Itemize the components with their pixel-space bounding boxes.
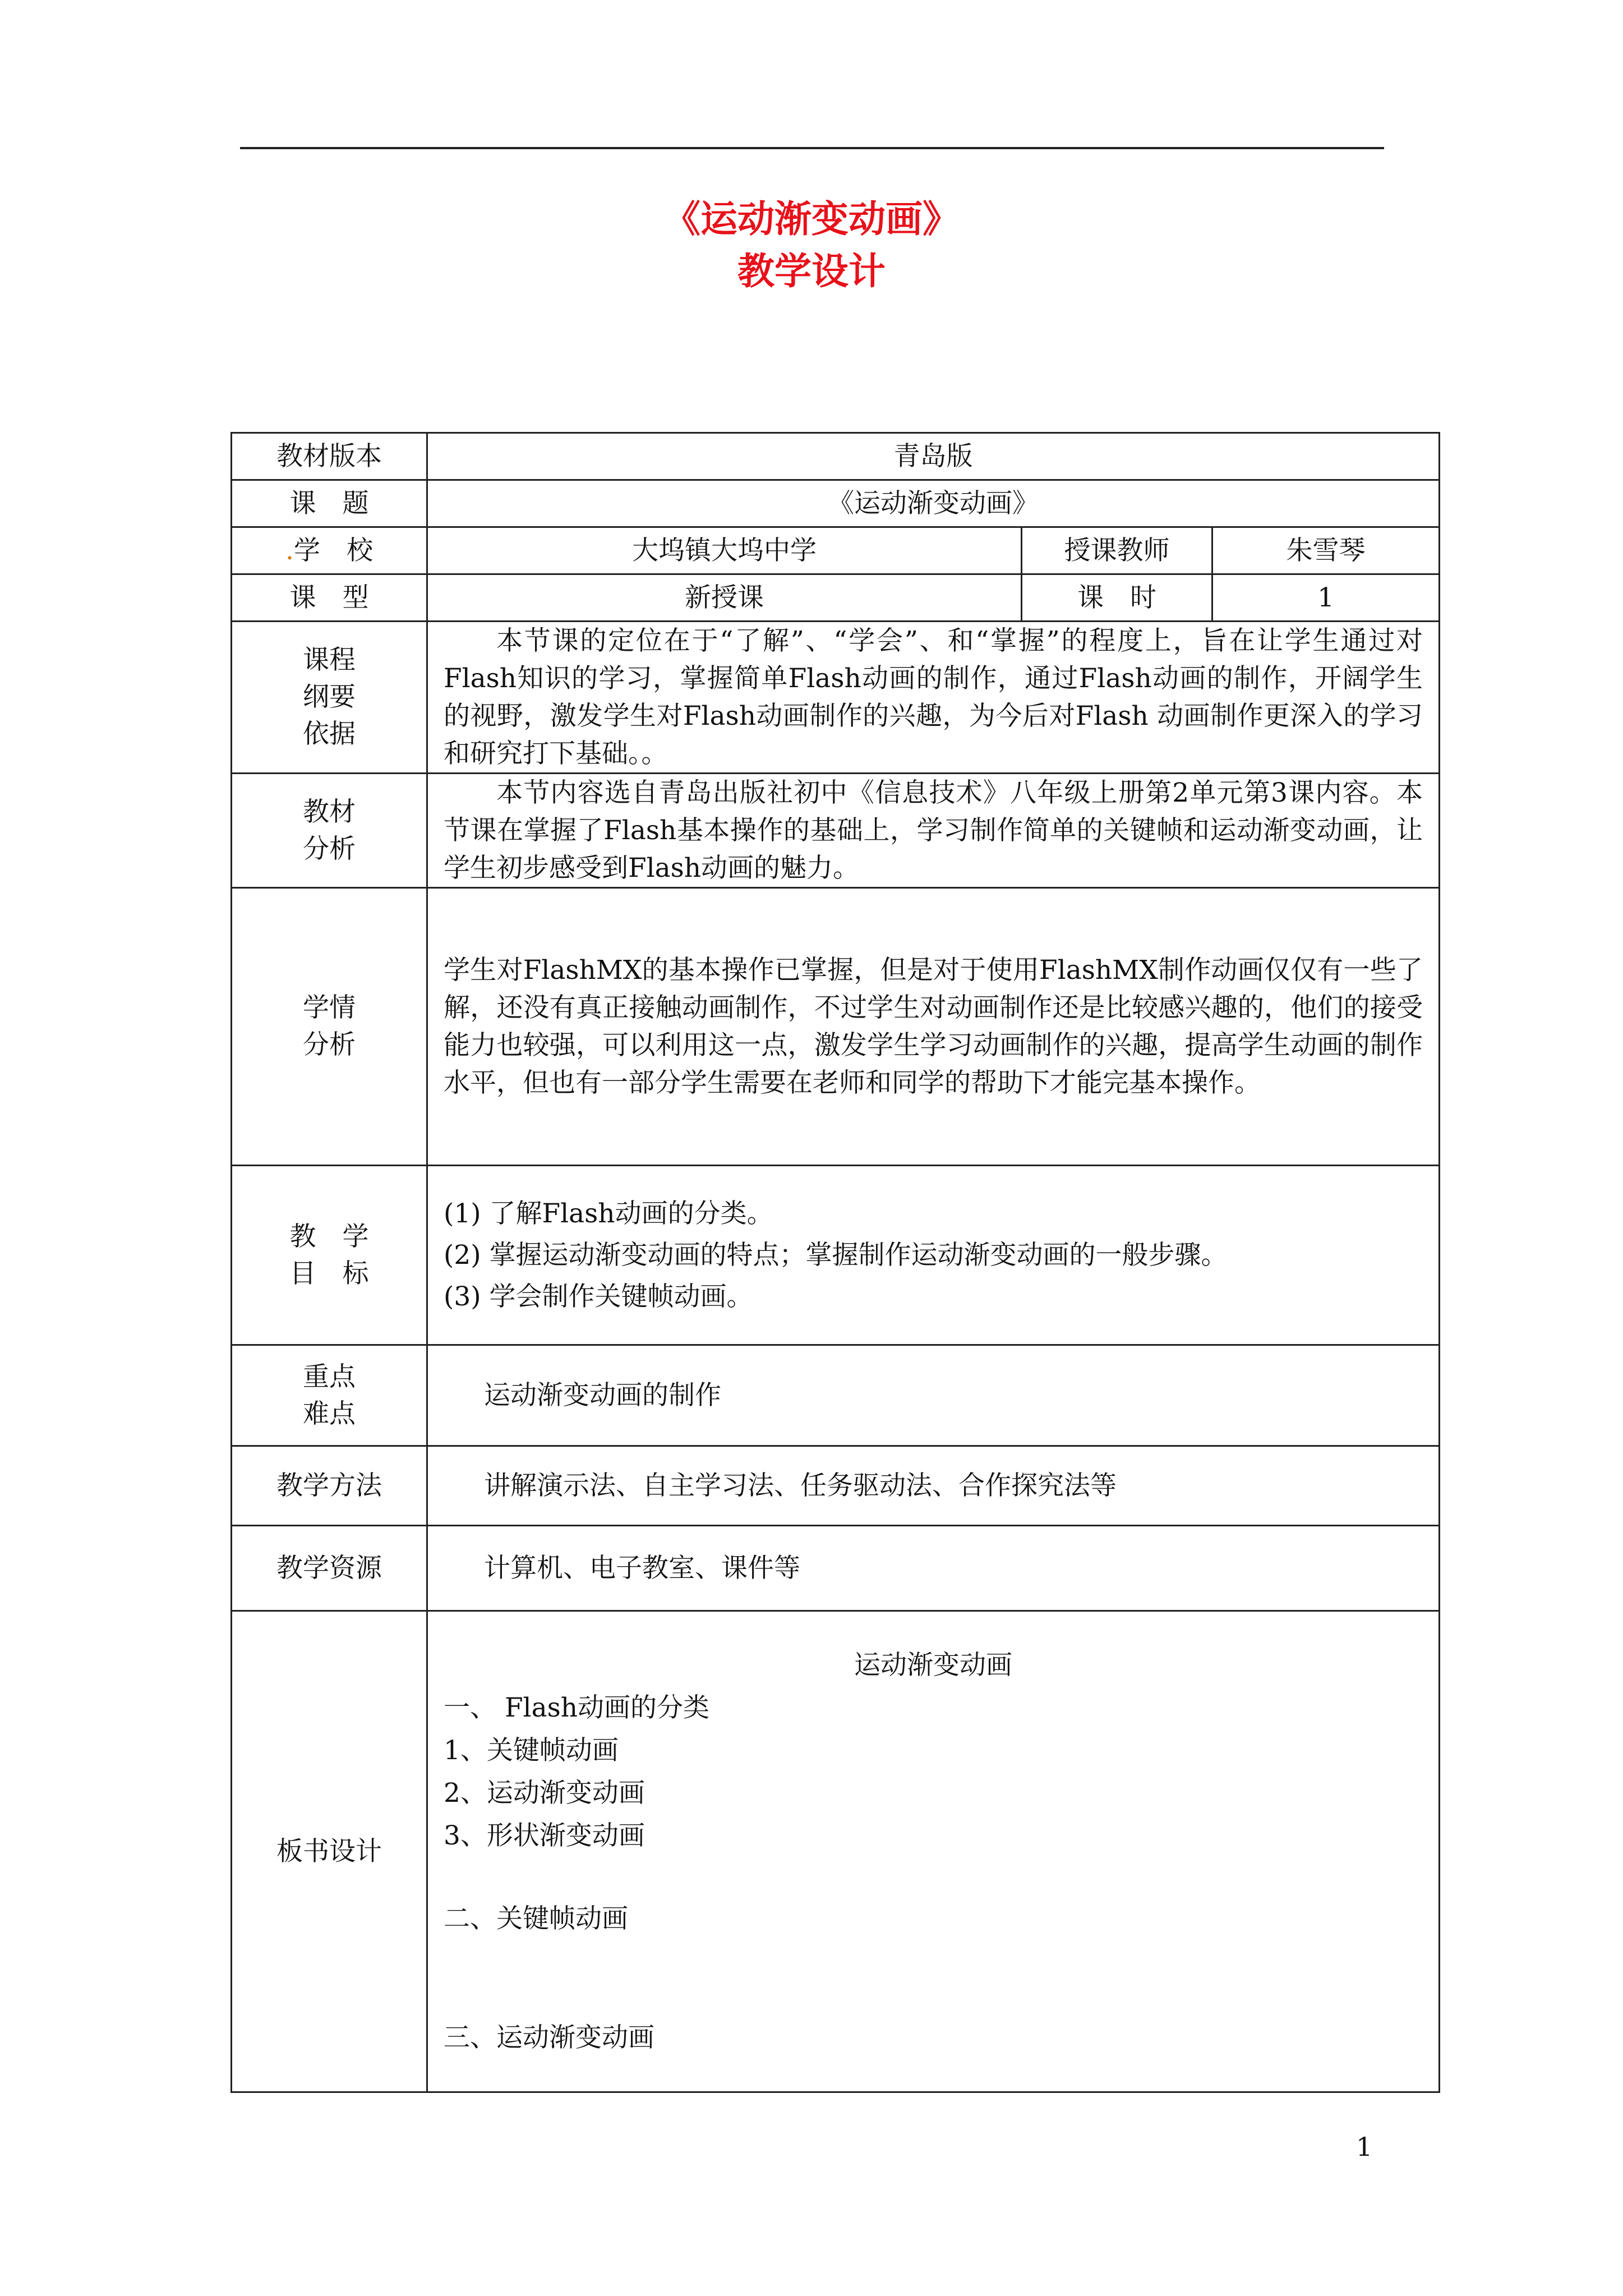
spacer xyxy=(444,1857,1423,1898)
material-text: 本节内容选自青岛出版社初中《信息技术》八年级上册第2单元第3课内容。本节课在掌握了Flash基本操作的基础上，学习制作简单的关键帧和运动渐变动画，让学生初步感受到Flash动画的魅力。 xyxy=(427,774,1440,888)
board-line: 3、形状渐变动画 xyxy=(444,1820,645,1851)
goal-item: (1) 了解Flash动画的分类。 xyxy=(444,1198,773,1229)
type-row xyxy=(232,574,1440,622)
hours-value: 1 xyxy=(1212,574,1440,622)
board-line: 一、 Flash动画的分类 xyxy=(444,1692,709,1723)
header-rule xyxy=(240,147,1384,149)
board-title: 运动渐变动画 xyxy=(854,1649,1013,1681)
topic-label: 课 题 xyxy=(232,480,427,527)
basis-row xyxy=(232,622,1440,774)
students-row xyxy=(232,888,1440,1166)
edition-value: 青岛版 xyxy=(427,433,1440,480)
board-line: 二、关键帧动画 xyxy=(444,1903,628,1934)
material-label-line: 教材 xyxy=(303,796,356,827)
method-value: 讲解演示法、自主学习法、任务驱动法、合作探究法等 xyxy=(427,1446,1440,1526)
basis-label-line: 纲要 xyxy=(303,682,356,712)
board-label: 板书设计 xyxy=(232,1611,427,2092)
key-label xyxy=(232,1345,427,1446)
lesson-plan-table xyxy=(230,432,1440,2093)
goals-label xyxy=(232,1166,427,1345)
material-label xyxy=(232,774,427,888)
goals-label-line: 教 学 xyxy=(289,1221,369,1252)
students-label-line: 学情 xyxy=(303,992,356,1023)
goal-item: (2) 掌握运动渐变动画的特点；掌握制作运动渐变动画的一般步骤。 xyxy=(444,1239,1228,1271)
goals-list xyxy=(427,1166,1440,1345)
topic-row xyxy=(232,480,1440,527)
school-row xyxy=(232,527,1440,574)
teacher-label: 授课教师 xyxy=(1022,527,1212,574)
method-label: 教学方法 xyxy=(232,1446,427,1526)
teacher-value: 朱雪琴 xyxy=(1212,527,1440,574)
key-label-line: 难点 xyxy=(303,1398,356,1429)
basis-label xyxy=(232,622,427,774)
material-row xyxy=(232,774,1440,888)
key-value: 运动渐变动画的制作 xyxy=(427,1345,1440,1446)
material-label-line: 分析 xyxy=(303,833,356,864)
basis-label-line: 依据 xyxy=(303,719,356,749)
students-text: 学生对FlashMX的基本操作已掌握，但是对于使用FlashMX制作动画仅仅有一些了解，还没有真正接触动画制作，不过学生对动画制作还是比较感兴趣的，他们的接受能力也较强，可以利用这一点，激发学生学习动画制作的兴趣，提高学生动画的制作水平，但也有一部分学生需要在老师和同学的帮助下才能完基本操作。 xyxy=(427,888,1440,1166)
board-design xyxy=(427,1611,1440,2092)
school-label: 学 校 xyxy=(293,535,373,566)
document-title: 《运动渐变动画》 xyxy=(663,197,960,241)
resource-row xyxy=(232,1526,1440,1611)
marker-dot: . xyxy=(285,535,294,566)
goals-row xyxy=(232,1166,1440,1345)
hours-label: 课 时 xyxy=(1022,574,1212,622)
board-line: 三、运动渐变动画 xyxy=(444,2022,654,2053)
edition-label: 教材版本 xyxy=(232,433,427,480)
document-subtitle: 教学设计 xyxy=(737,249,886,293)
school-label-cell xyxy=(232,527,427,574)
goals-label-line: 目 标 xyxy=(289,1258,369,1289)
spacer xyxy=(444,1940,1423,2017)
resource-value: 计算机、电子教室、课件等 xyxy=(427,1526,1440,1611)
key-row xyxy=(232,1345,1440,1446)
edition-row xyxy=(232,433,1440,480)
goal-item: (3) 学会制作关键帧动画。 xyxy=(444,1281,753,1312)
board-row xyxy=(232,1611,1440,2092)
basis-label-line: 课程 xyxy=(303,645,356,675)
topic-value: 《运动渐变动画》 xyxy=(427,480,1440,527)
method-row xyxy=(232,1446,1440,1526)
students-label-line: 分析 xyxy=(303,1029,356,1060)
school-value: 大坞镇大坞中学 xyxy=(427,527,1022,574)
resource-label: 教学资源 xyxy=(232,1526,427,1611)
students-label xyxy=(232,888,427,1166)
basis-text: 本节课的定位在于“了解”、“学会”、和“掌握”的程度上，旨在让学生通过对Flash知识的学习，掌握简单Flash动画的制作，通过Flash动画的制作，开阔学生的视野，激发学生对Flash动画制作的兴趣，为今后对Flash 动画制作更深入的学习和研究打下基础。。 xyxy=(427,622,1440,774)
key-label-line: 重点 xyxy=(303,1361,356,1392)
page-number: 1 xyxy=(1356,2132,1373,2162)
type-label: 课 型 xyxy=(232,574,427,622)
board-line: 2、运动渐变动画 xyxy=(444,1777,645,1809)
type-value: 新授课 xyxy=(427,574,1022,622)
board-line: 1、关键帧动画 xyxy=(444,1734,619,1766)
